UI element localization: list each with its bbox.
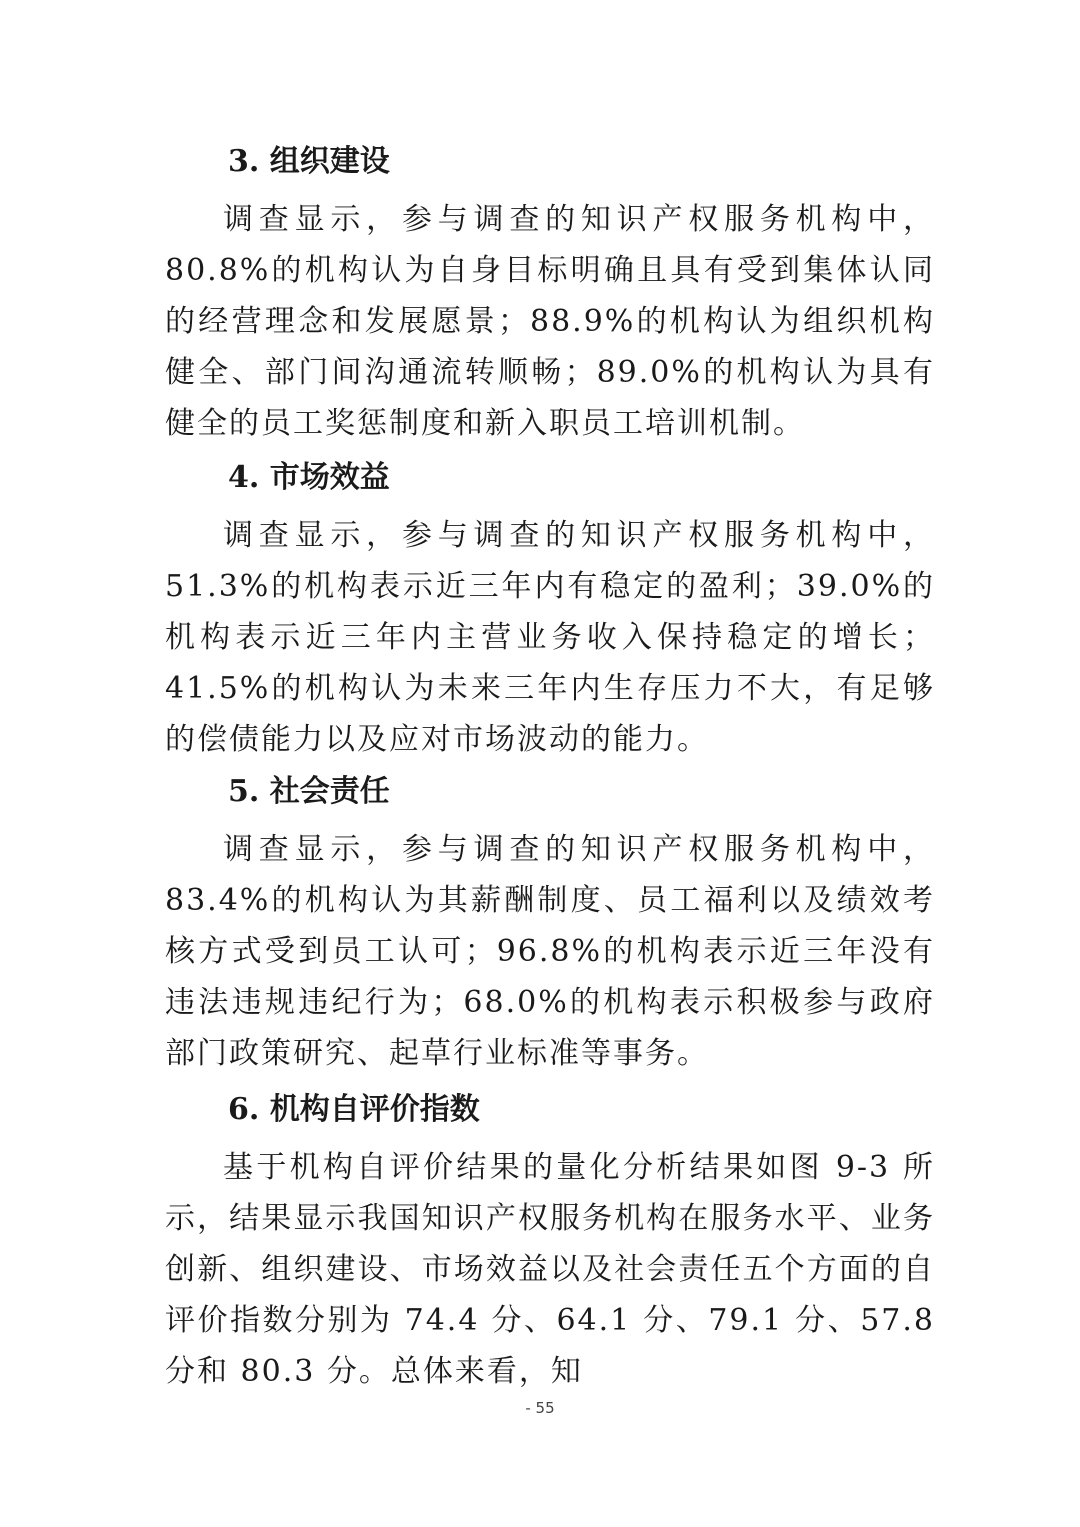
section-paragraph-social-responsibility: 调查显示，参与调查的知识产权服务机构中，83.4%的机构认为其薪酬制度、员工福利以及绩效考核方式受到员工认可；96.8%的机构表示近三年没有违法违规违纪行为；68.0%的机构表示积极参与政府部门政策研究、起草行业标准等事务。	[165, 832, 935, 1071]
section-heading-self-evaluation-index: 6. 机构自评价指数	[228, 1092, 480, 1127]
section-heading-organization: 3. 组织建设	[228, 144, 390, 179]
section-heading-social-responsibility: 5. 社会责任	[228, 774, 390, 809]
page-number: - 55	[525, 1399, 555, 1417]
section-paragraph-organization: 调查显示，参与调查的知识产权服务机构中，80.8%的机构认为自身目标明确且具有受到集体认同的经营理念和发展愿景；88.9%的机构认为组织机构健全、部门间沟通流转顺畅；89.0%的机构认为具有健全的员工奖惩制度和新入职员工培训机制。	[165, 202, 935, 441]
section-paragraph-market-benefit: 调查显示，参与调查的知识产权服务机构中，51.3%的机构表示近三年内有稳定的盈利；39.0%的机构表示近三年内主营业务收入保持稳定的增长；41.5%的机构认为未来三年内生存压力不大，有足够的偿债能力以及应对市场波动的能力。	[165, 518, 935, 757]
section-paragraph-self-evaluation-index: 基于机构自评价结果的量化分析结果如图 9-3 所示，结果显示我国知识产权服务机构在服务水平、业务创新、组织建设、市场效益以及社会责任五个方面的自评价指数分别为 74.4 分、64.1 分、79.1 分、57.8 分和 80.3 分。总体来看，知	[165, 1150, 935, 1389]
section-heading-market-benefit: 4. 市场效益	[228, 460, 390, 495]
